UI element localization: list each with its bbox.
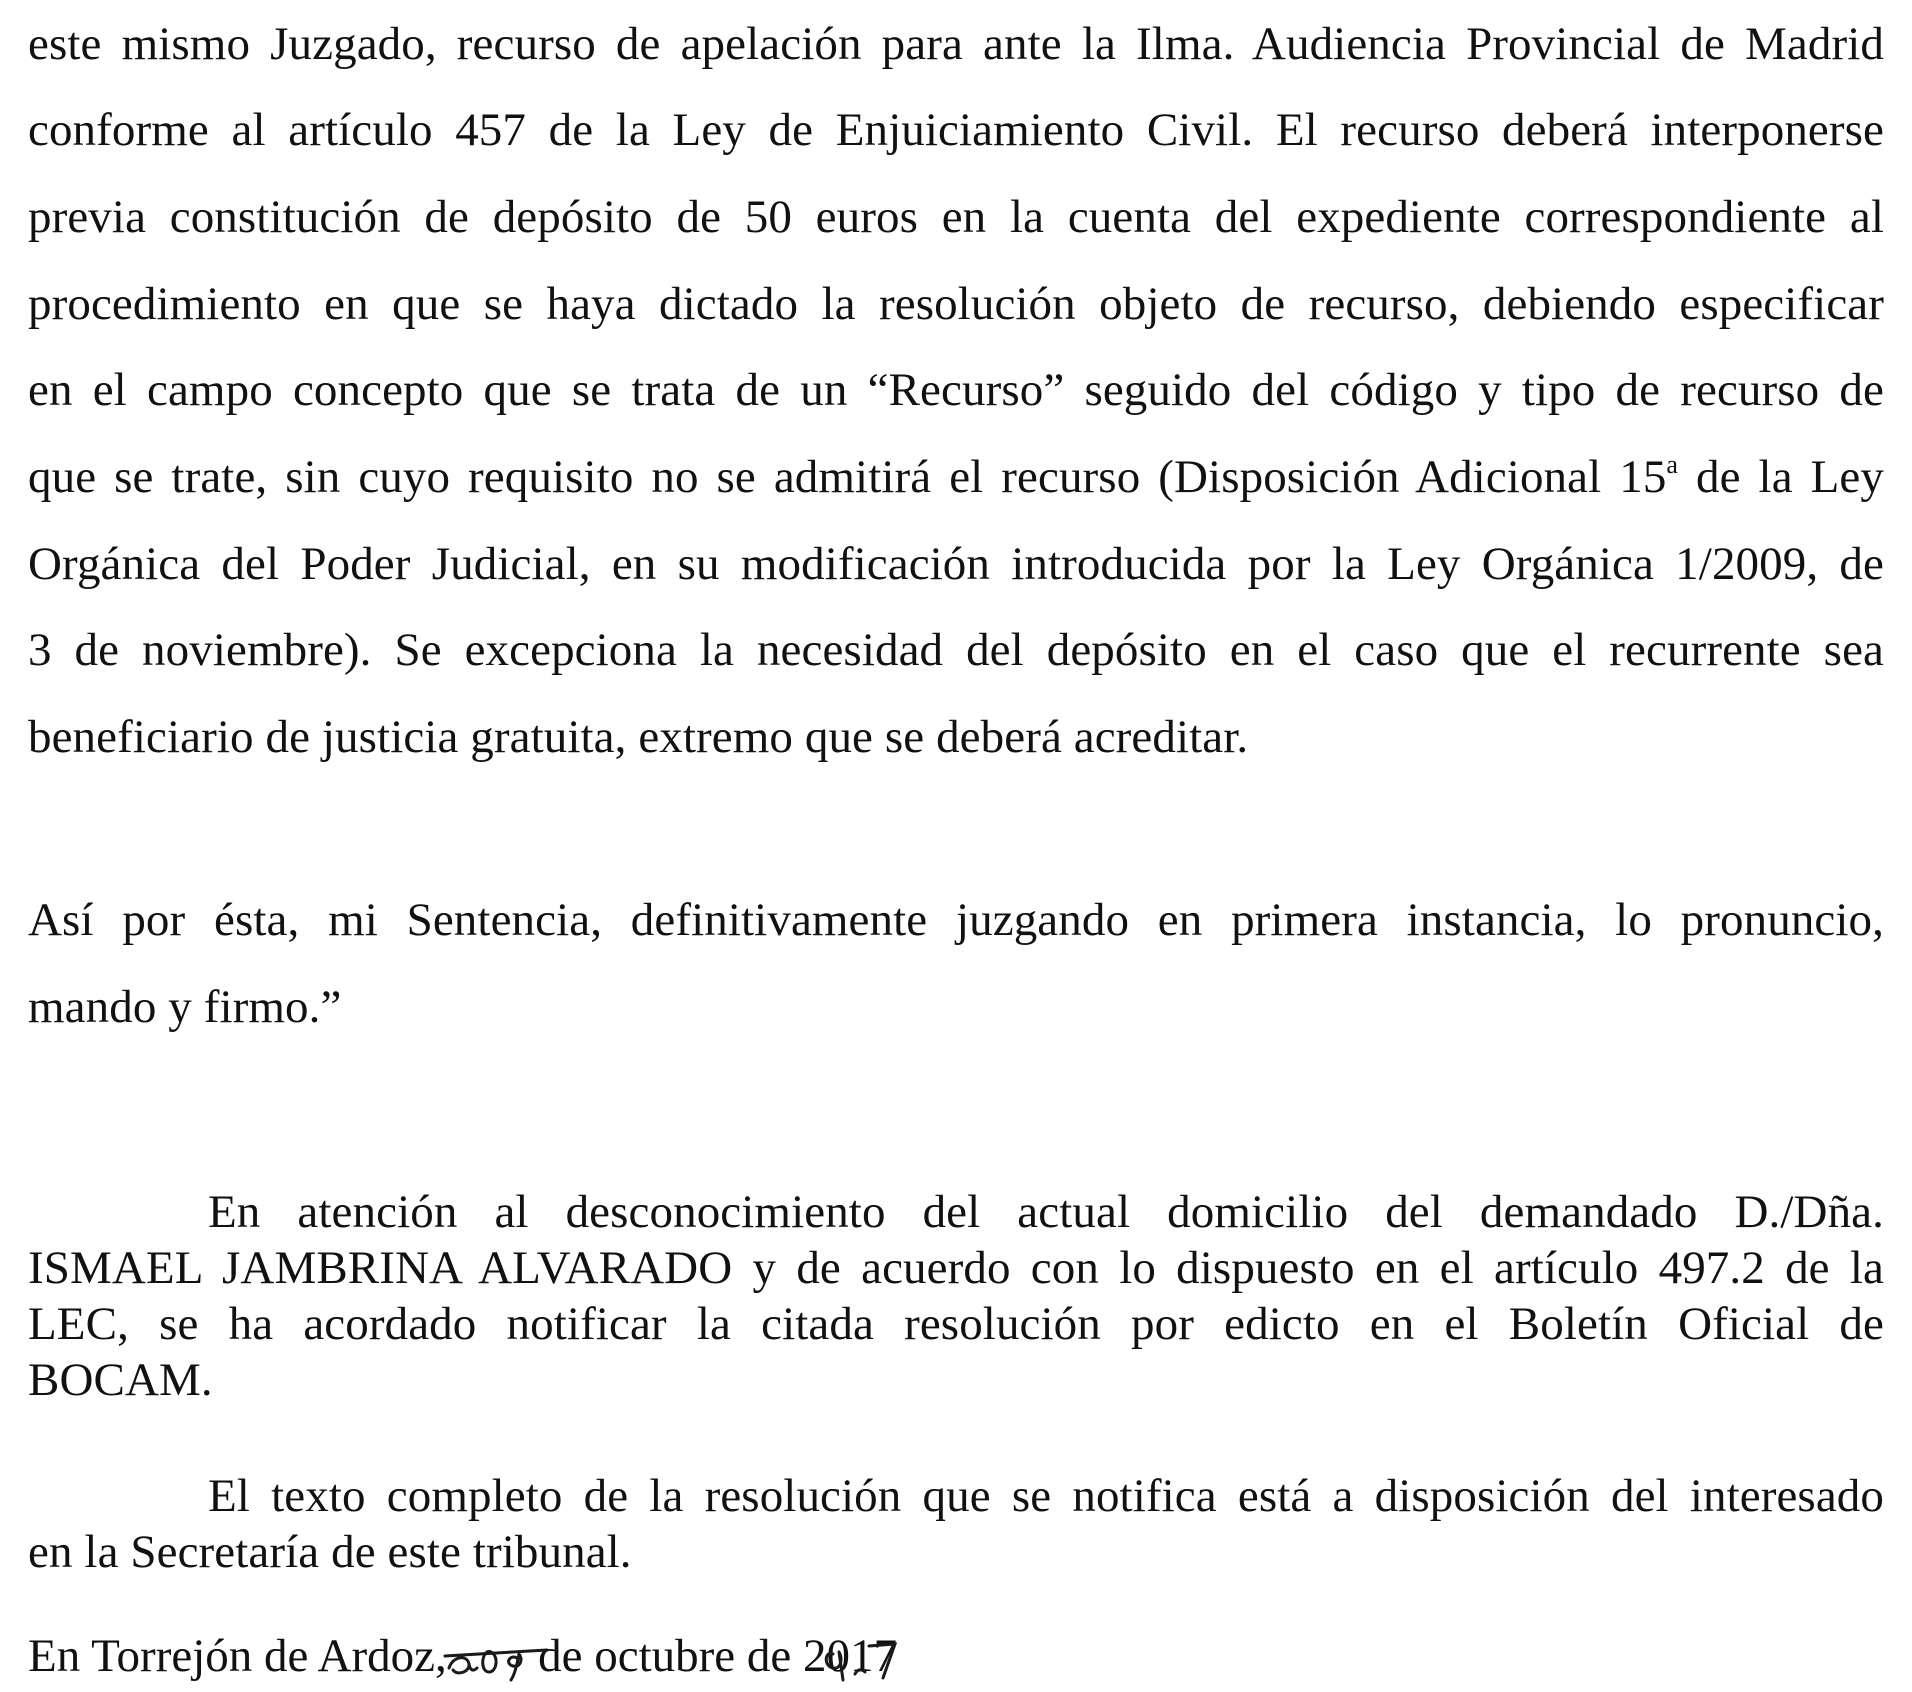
- handwritten-day: [447, 1628, 527, 1684]
- paragraph-1-line-8: 3 de noviembre). Se excepciona la necesidad del depósito en el caso que el recurrente sea: [28, 624, 1884, 676]
- date-year: [803, 1628, 897, 1684]
- paragraph-1-line-2: conforme al artículo 457 de la Ley de Enjuiciamiento Civil. El recurso deberá interponerse: [28, 104, 1884, 156]
- date-line: [28, 1628, 897, 1684]
- paragraph-1-line-7: Orgánica del Poder Judicial, en su modificación introducida por la Ley Orgánica 1/2009, de: [28, 538, 1884, 590]
- paragraph-4-line-1: El texto completo de la resolución que se notifica está a disposición del interesado: [208, 1470, 1884, 1522]
- date-year-text: 2017: [803, 1630, 898, 1682]
- paragraph-1-line-6-text: que se trate, sin cuyo requisito no se admitirá el recurso (Disposición Adicional 15: [28, 451, 1667, 503]
- paragraph-1-line-1: este mismo Juzgado, recurso de apelación para ante la Ilma. Audiencia Provincial de Madrid: [28, 18, 1884, 70]
- date-place: En Torrejón de Ardoz,: [28, 1630, 447, 1682]
- ordinal-superscript: a: [1666, 450, 1679, 479]
- paragraph-1-line-3: previa constitución de depósito de 50 euros en la cuenta del expediente correspondiente al: [28, 191, 1884, 243]
- paragraph-1-line-9: beneficiario de justicia gratuita, extremo que se deberá acreditar.: [28, 711, 1249, 763]
- paragraph-3-line-1: En atención al desconocimiento del actual domicilio del demandado D./Dña.: [208, 1186, 1884, 1238]
- paragraph-1-line-4: procedimiento en que se haya dictado la resolución objeto de recurso, debiendo especificar: [28, 278, 1884, 330]
- paragraph-2-line-2: mando y firmo.”: [28, 981, 342, 1033]
- date-month: de octubre de: [526, 1630, 804, 1682]
- paragraph-3-line-3: LEC, se ha acordado notificar la citada resolución por edicto en el Boletín Oficial de: [28, 1298, 1884, 1350]
- paragraph-3-line-4: BOCAM.: [28, 1354, 213, 1406]
- paragraph-1-line-5: en el campo concepto que se trata de un “Recurso” seguido del código y tipo de recurso de: [28, 364, 1884, 416]
- paragraph-1-line-6-end: de la Ley: [1678, 451, 1884, 503]
- paragraph-4-line-2: en la Secretaría de este tribunal.: [28, 1526, 632, 1578]
- paragraph-3-line-2: ISMAEL JAMBRINA ALVARADO y de acuerdo con lo dispuesto en el artículo 497.2 de la: [28, 1242, 1884, 1294]
- paragraph-1-line-6: [28, 449, 1884, 505]
- paragraph-2-line-1: Así por ésta, mi Sentencia, definitivamente juzgando en primera instancia, lo pronuncio,: [28, 894, 1884, 946]
